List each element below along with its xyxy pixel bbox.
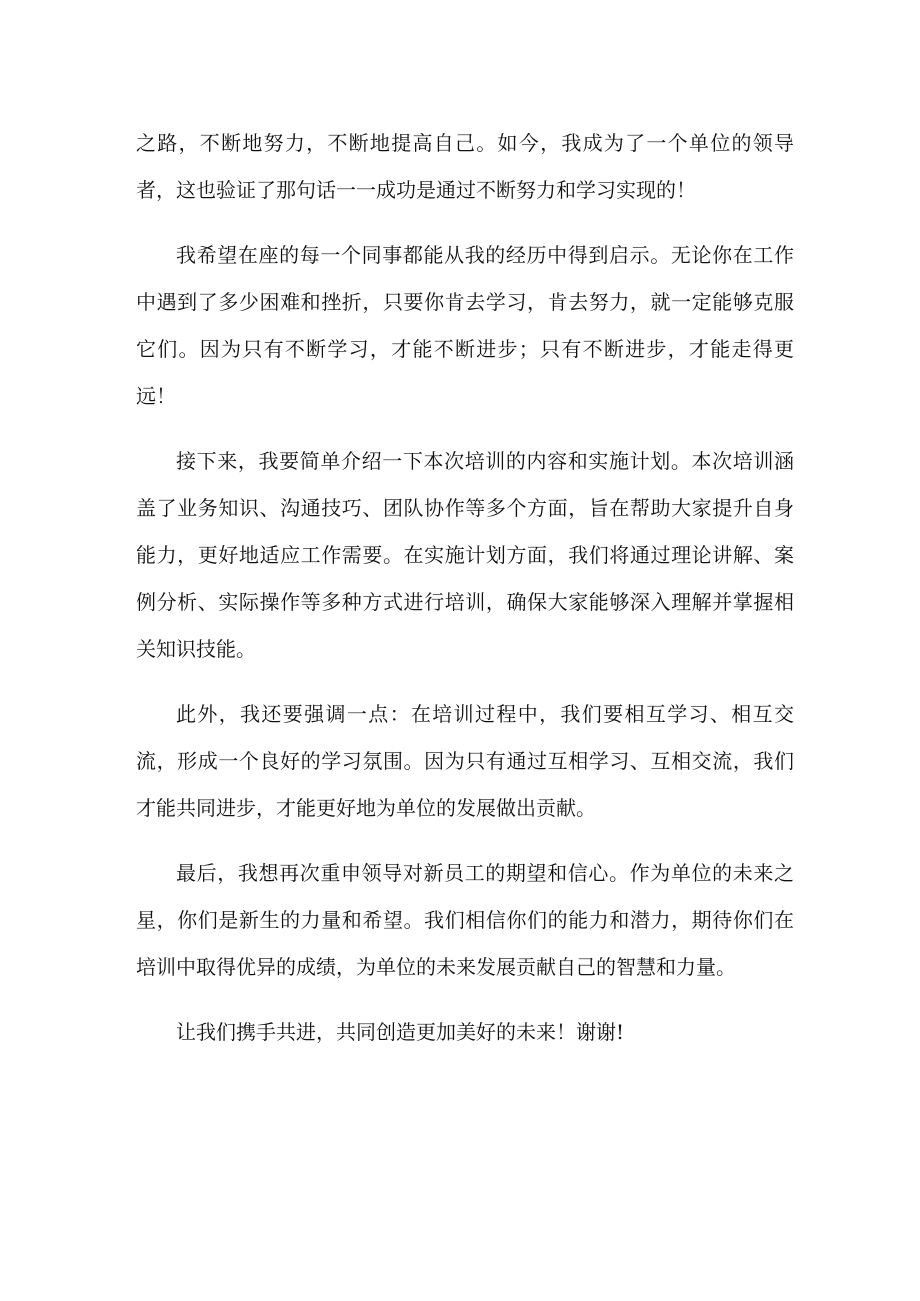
paragraph-5: 最后，我想再次重申领导对新员工的期望和信心。作为单位的未来之星，你们是新生的力量和希望。我们相信你们的能力和潜力，期待你们在培训中取得优异的成绩，为单位的未来发展贡献自己的智慧和力量。 <box>136 861 794 979</box>
paragraph-6: 让我们携手共进，共同创造更加美好的未来！谢谢! <box>176 1020 625 1044</box>
document-body <box>136 120 794 1056</box>
paragraph-2: 我希望在座的每一个同事都能从我的经历中得到启示。无论你在工作中遇到了多少困难和挫折，只要你肯去学习，肯去努力，就一定能够克服它们。因为只有不断学习，才能不断进步；只有不断进步，才能走得更远！ <box>136 243 794 408</box>
paragraph-4: 此外，我还要强调一点：在培训过程中，我们要相互学习、相互交流，形成一个良好的学习氛围。因为只有通过互相学习、互相交流，我们才能共同进步，才能更好地为单位的发展做出贡献。 <box>136 702 794 820</box>
paragraph-1: 之路，不断地努力，不断地提高自己。如今，我成为了一个单位的领导者，这也验证了那句话一一成功是通过不断努力和学习实现的！ <box>136 131 794 202</box>
paragraph-3: 接下来，我要简单介绍一下本次培训的内容和实施计划。本次培训涵盖了业务知识、沟通技巧、团队协作等多个方面，旨在帮助大家提升自身能力，更好地适应工作需要。在实施计划方面，我们将通过理论讲解、案例分析、实际操作等多种方式进行培训，确保大家能够深入理解并掌握相关知识技能。 <box>136 449 794 661</box>
